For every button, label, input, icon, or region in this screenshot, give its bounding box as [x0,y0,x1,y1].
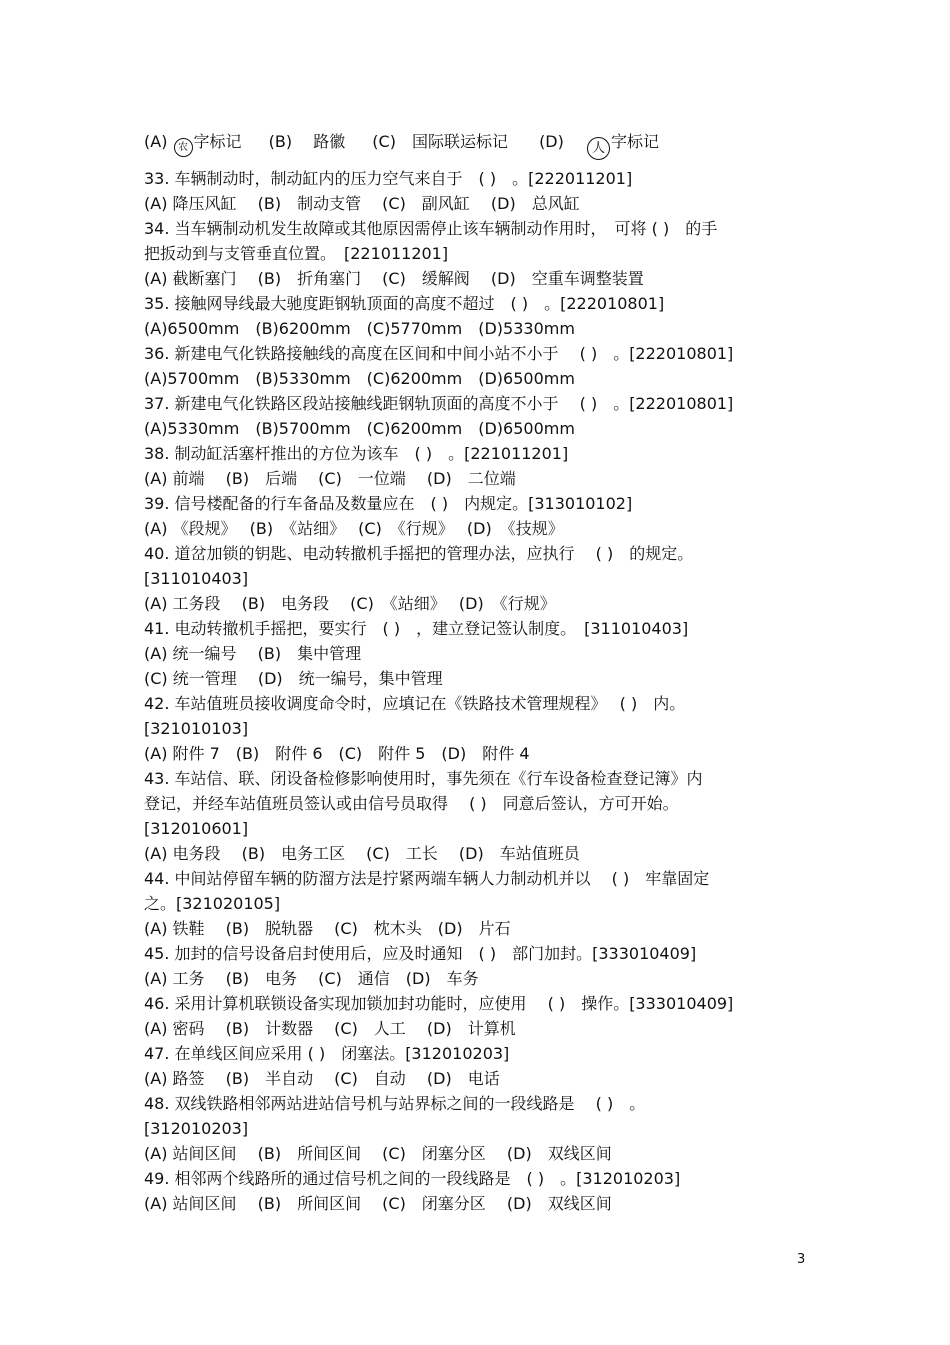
text-line: 把扳动到与支管垂直位置。 [221011201] [144,244,449,263]
text-line: 35. 接触网导线最大驰度距钢轨顶面的高度不超过 ( ) 。[222010801] [144,294,665,313]
spacer [144,154,824,166]
option-d-label: (D) [539,132,564,151]
options-line-32 [144,129,824,154]
text-line: 36. 新建电气化铁路接触线的高度在区间和中间小站不小于 ( ) 。[222010801] [144,344,734,363]
text-line: (A) 站间区间 (B) 所间区间 (C) 闭塞分区 (D) 双线区间 [144,1194,612,1213]
text-line: (A) 《段规》 (B) 《站细》 (C) 《行规》 (D) 《技规》 [144,519,564,538]
text-line: [312010203] [144,1119,249,1138]
text-line: 34. 当车辆制动机发生故障或其他原因需停止该车辆制动作用时， 可将 ( ) 的手 [144,219,718,238]
text-line: (A) 前端 (B) 后端 (C) 一位端 (D) 二位端 [144,469,516,488]
text-line: (A) 电务段 (B) 电务工区 (C) 工长 (D) 车站值班员 [144,844,580,863]
text-line: 38. 制动缸活塞杆推出的方位为该车 ( ) 。[221011201] [144,444,569,463]
text-line: [312010601] [144,819,249,838]
text-line: [311010403] [144,569,249,588]
text-line: 42. 车站值班员接收调度命令时，应填记在《铁路技术管理规程》 ( ) 内。 [144,694,686,713]
text-line: 43. 车站信、联、闭设备检修影响使用时，事先须在《行车设备检查登记簿》内 [144,769,703,788]
text-line: (A) 站间区间 (B) 所间区间 (C) 闭塞分区 (D) 双线区间 [144,1144,612,1163]
text-line: [321010103] [144,719,249,738]
text-line: 48. 双线铁路相邻两站进站信号机与站界标之间的一段线路是 ( ) 。 [144,1094,646,1113]
text-line: 之。[321020105] [144,894,281,913]
text-line: (A) 附件 7 (B) 附件 6 (C) 附件 5 (D) 附件 4 [144,744,530,763]
text-line: 37. 新建电气化铁路区段站接触线距钢轨顶面的高度不小于 ( ) 。[222010801] [144,394,734,413]
text-line: (A) 截断塞门 (B) 折角塞门 (C) 缓解阀 (D) 空重车调整装置 [144,269,644,288]
text-line: 39. 信号楼配备的行车备品及数量应在 ( ) 内规定。[313010102] [144,494,633,513]
text-line: 46. 采用计算机联锁设备实现加锁加封功能时，应使用 ( ) 操作。[333010409] [144,994,734,1013]
text-line: 45. 加封的信号设备启封使用后，应及时通知 ( ) 部门加封。[333010409] [144,944,697,963]
text-line: (A) 降压风缸 (B) 制动支管 (C) 副风缸 (D) 总风缸 [144,194,580,213]
text-line: 33. 车辆制动时，制动缸内的压力空气来自于 ( ) 。[222011201] [144,169,633,188]
text-line: 44. 中间站停留车辆的防溜方法是拧紧两端车辆人力制动机并以 ( ) 牢靠固定 [144,869,710,888]
text-line: (A) 密码 (B) 计数器 (C) 人工 (D) 计算机 [144,1019,516,1038]
option-a-text: 字标记 [193,132,242,151]
text-line: (A)5330mm (B)5700mm (C)6200mm (D)6500mm [144,419,575,438]
text-line: 登记，并经车站值班员签认或由信号员取得 ( ) 同意后签认，方可开始。 [144,794,679,813]
option-a-label: (A) [144,132,168,151]
text-line: (C) 统一管理 (D) 统一编号，集中管理 [144,669,443,688]
text-line: 40. 道岔加锁的钥匙、电动转撤机手摇把的管理办法，应执行 ( ) 的规定。 [144,544,694,563]
question-list [144,129,824,1216]
text-line: 49. 相邻两个线路所的通过信号机之间的一段线路是 ( ) 。[312010203] [144,1169,681,1188]
text-line: (A)6500mm (B)6200mm (C)5770mm (D)5330mm [144,319,575,338]
ren-mark-icon: 人 [587,137,610,160]
question-lines [144,166,824,1216]
text-line: 41. 电动转撤机手摇把，要实行 ( ) ，建立登记签认制度。 [311010403] [144,619,689,638]
option-d-text: 字标记 [610,132,659,151]
option-b-text: (B) 路徽 [268,132,346,151]
text-line: 47. 在单线区间应采用 ( ) 闭塞法。[312010203] [144,1044,510,1063]
text-line: (A) 工务 (B) 电务 (C) 通信 (D) 车务 [144,969,479,988]
nong-mark-icon: 农 [174,138,193,157]
text-line: (A) 统一编号 (B) 集中管理 [144,644,362,663]
option-c-text: (C) 国际联运标记 [372,132,508,151]
text-line: (A) 工务段 (B) 电务段 (C) 《站细》 (D) 《行规》 [144,594,556,613]
text-line: (A)5700mm (B)5330mm (C)6200mm (D)6500mm [144,369,575,388]
text-line: (A) 路签 (B) 半自动 (C) 自动 (D) 电话 [144,1069,500,1088]
text-line: (A) 铁鞋 (B) 脱轨器 (C) 枕木头 (D) 片石 [144,919,511,938]
page-number: 3 [797,1252,806,1267]
